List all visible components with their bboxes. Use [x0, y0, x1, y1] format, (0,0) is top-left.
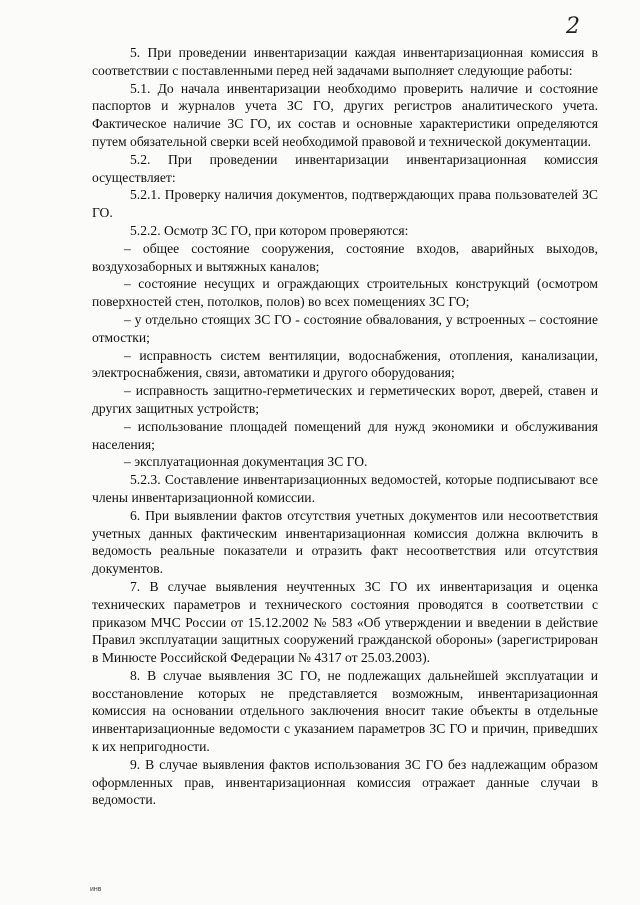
list-item: – состояние несущих и ограждающих строительных конструкций (осмотром поверхностей стен, потолков, полов) во всех помещениях ЗС ГО; — [92, 276, 598, 310]
paragraph-5-2: 5.2. При проведении инвентаризации инвентаризационная комиссия осуществляет: — [92, 151, 598, 185]
paragraph-5-2-2: 5.2.2. Осмотр ЗС ГО, при котором проверяются: — [130, 222, 409, 238]
list-item: – эксплуатационная документация ЗС ГО. — [124, 454, 368, 470]
paragraph-5: 5. При проведении инвентаризации каждая инвентаризационная комиссия в соответствии с поставленными перед ней задачами выполняет следующие работы: — [92, 45, 598, 78]
paragraph-6: 6. При выявлении фактов отсутствия учетных документов или несоответствия учетных данных фактическим инвентаризационная комиссия должна включить в ведомость реальные показатели и отразить факт несоответствия или отсутствия документов. — [92, 507, 598, 577]
list-item: – исправность систем вентиляции, водоснабжения, отопления, канализации, электроснабжения, связи, автоматики и другого оборудования; — [92, 347, 598, 381]
paragraph-7: 7. В случае выявления неучтенных ЗС ГО их инвентаризация и оценка технических параметров и технического состояния проводятся в соответствии с приказом МЧС России от 15.12.2002 № 583 «Об утверждении и введении в действие Правил эксплуатации защитных сооружений гражданской обороны» (зарегистрирован в Минюсте Российской Федерации № 4317 от 25.03.2003). — [92, 578, 598, 666]
paragraph-5-2-3: 5.2.3. Составление инвентаризационных ведомостей, которые подписывают все члены инвентаризационной комиссии. — [92, 472, 598, 505]
paragraph-8: 8. В случае выявления ЗС ГО, не подлежащих дальнейшей эксплуатации и восстановление которых не представляется возможным, инвентаризационная комиссия на основании отдельного заключения вносит такие объекты в отдельные инвентаризационные ведомости с указанием параметров ЗС ГО и причин, приведших к их непригодности. — [92, 667, 598, 755]
paragraph-5-2-1: 5.2.1. Проверку наличия документов, подтверждающих права пользователей ЗС ГО. — [92, 187, 598, 221]
document-body — [92, 44, 598, 809]
page-number: 2 — [566, 14, 580, 39]
paragraph-9: 9. В случае выявления фактов использования ЗС ГО без надлежащим образом оформленных прав, инвентаризационная комиссия отражает данные случаи в ведомости. — [92, 756, 598, 808]
list-item: – исправность защитно-герметических и герметических ворот, дверей, ставен и других защитных устройств; — [92, 383, 598, 416]
list-item: – общее состояние сооружения, состояние входов, аварийных выходов, воздухозаборных и вытяжных каналов; — [92, 240, 598, 274]
list-item: – использование площадей помещений для нужд экономики и обслуживания населения; — [92, 418, 598, 452]
list-item: – у отдельно стоящих ЗС ГО - состояние обвалования, у встроенных – состояние отмостки; — [92, 311, 598, 345]
footer-mark: инв — [90, 886, 102, 893]
paragraph-5-1: 5.1. До начала инвентаризации необходимо проверить наличие и состояние паспортов и журналов учета ЗС ГО, других регистров аналитического учета. Фактическое наличие ЗС ГО, их состав и основные характеристики определяются путем обязательной сверки всей необходимой правовой и технической документации. — [92, 80, 598, 149]
